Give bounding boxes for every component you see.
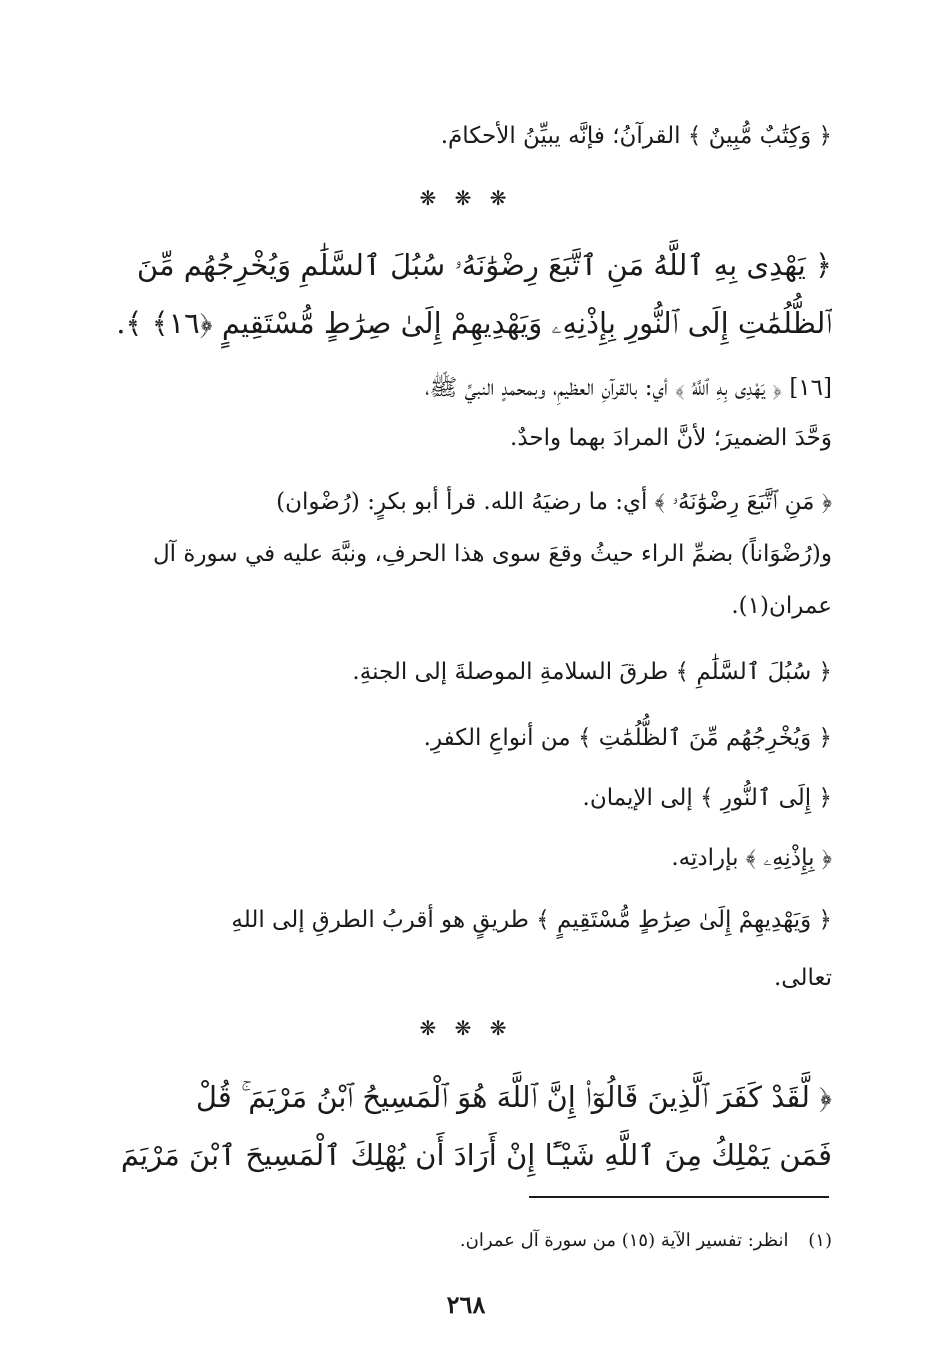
commentary-line: ﴿ وَكِتَٰبٌ مُّبِينٌ ﴾ القرآنُ؛ فإنَّه يبيِّنُ الأحكامَ. (440, 123, 832, 149)
footnote-divider (529, 1196, 829, 1198)
quran-verse-line: ﴿ يَهْدِى بِهِ ٱللَّهُ مَنِ ٱتَّبَعَ رِضْوَٰنَهُۥ سُبُلَ ٱلسَّلَٰمِ وَيُخْرِجُهُم مِّنَ (136, 248, 832, 282)
commentary-line: و(رُضْوَاناً) بضمِّ الراء حيثُ وقعَ سوى هذا الحرفِ، ونبَّهَ عليه في سورة آل (152, 541, 832, 567)
quran-verse-line: ٱلظُّلُمَٰتِ إِلَى ٱلنُّورِ بِإِذْنِهِۦ وَيَهْدِيهِمْ إِلَىٰ صِرَٰطٍ مُّسْتَقِيمٍ ﴿١٦﴾ ﴾. (116, 306, 832, 340)
commentary-line: [١٦] ﴿ يَهْدِى بِهِ ٱللَّهُ ﴾ أي: بالقرآنِ العظيمِ، وبمحمدٍ النبيِّ ﷺ، (425, 375, 832, 401)
commentary-line: ﴿ بِإِذْنِهِۦ ﴾ بإرادتِه. (671, 845, 832, 871)
commentary-line: ﴿ وَيَهْدِيهِمْ إِلَىٰ صِرَٰطٍ مُّسْتَقِيمٍ ﴾ طريقٍ هو أقربُ الطرقِ إلى اللهِ (231, 907, 832, 933)
section-separator: ❋ ❋ ❋ (419, 186, 513, 210)
footnote-text: انظر: تفسير الآية (١٥) من سورة آل عمران. (459, 1230, 789, 1251)
footnote-number: (١) (808, 1230, 832, 1251)
commentary-line: وَحَّدَ الضميرَ؛ لأنَّ المرادَ بهما واحدٌ. (510, 425, 832, 451)
commentary-line: ﴿ مَنِ ٱتَّبَعَ رِضْوَٰنَهُۥ ﴾ أي: ما رضيَهُ الله. قرأ أبو بكرٍ: (رُضْوان) (276, 489, 832, 515)
commentary-line: ﴿ إِلَى ٱلنُّورِ ﴾ إلى الإيمان. (582, 785, 832, 811)
quran-verse-line: ﴿ لَّقَدْ كَفَرَ ٱلَّذِينَ قَالُوٓا۟ إِنَّ ٱللَّهَ هُوَ ٱلْمَسِيحُ ٱبْنُ مَرْيَمَ ۚ قُلْ (195, 1080, 832, 1114)
page-number: ٢٦٨ (446, 1290, 486, 1319)
section-separator: ❋ ❋ ❋ (419, 1016, 513, 1040)
commentary-line: ﴿ وَيُخْرِجُهُم مِّنَ ٱلظُّلُمَٰتِ ﴾ من أنواعِ الكفرِ. (423, 725, 832, 751)
footnote (108, 1226, 832, 1256)
commentary-line: عمران(١). (731, 593, 832, 619)
quran-verse-line: فَمَن يَمْلِكُ مِنَ ٱللَّهِ شَيْـًٔا إِنْ أَرَادَ أَن يُهْلِكَ ٱلْمَسِيحَ ٱبْنَ مَرْيَمَ (120, 1138, 832, 1172)
commentary-line: ﴿ سُبُلَ ٱلسَّلَٰمِ ﴾ طرقَ السلامةِ الموصلةَ إلى الجنةِ. (352, 659, 832, 685)
commentary-line: تعالى. (774, 965, 832, 991)
